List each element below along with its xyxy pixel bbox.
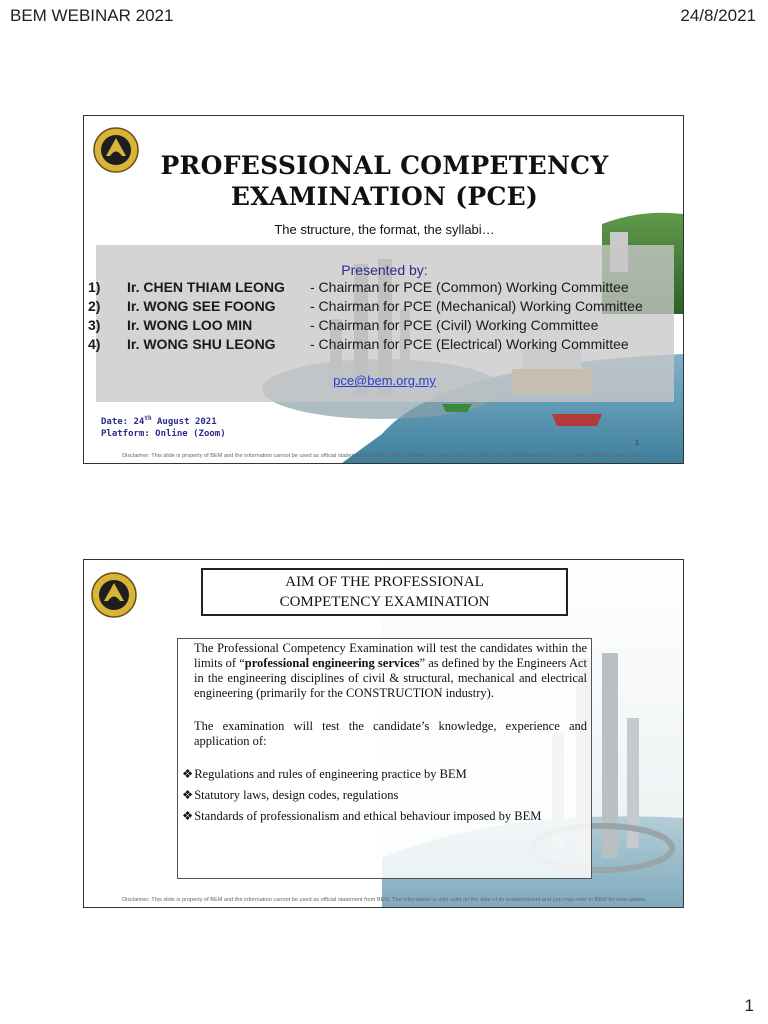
presenter-role: - Chairman for PCE (Mechanical) Working Committee: [310, 298, 643, 314]
diamond-bullet-icon: ❖: [182, 788, 194, 802]
presenter-row: [88, 316, 678, 335]
presenter-row: [88, 335, 678, 354]
document-header-date: 24/8/2021: [680, 6, 756, 25]
presenters-list: [88, 278, 678, 354]
slide-subtitle: The structure, the format, the syllabi…: [274, 222, 495, 237]
list-item: ❖Regulations and rules of engineering practice by BEM: [182, 767, 467, 781]
aim-paragraph-2: The examination will test the candidate’s knowledge, experience and application of:: [194, 719, 587, 748]
presenter-number: 2): [88, 298, 101, 314]
diamond-bullet-icon: ❖: [182, 809, 194, 823]
presenter-row: [88, 297, 678, 316]
event-platform: Platform: Online (Zoom): [101, 429, 226, 439]
aim-paragraph-1: The Professional Competency Examination will test the candidates within the limits of “professional engineering services” as defined by the Engineers Act in the engineering disciplines of civil & structural, mechanical and electrical engineering (primarily for the CONSTRUCTION industry).: [194, 641, 587, 700]
slide-title: [83, 115, 684, 464]
presenter-row: [88, 278, 678, 297]
contact-email-link[interactable]: pce@bem.org.my: [333, 373, 436, 388]
diamond-bullet-icon: ❖: [182, 767, 194, 781]
presenter-name: Ir. WONG SHU LEONG: [127, 336, 276, 352]
presenter-number: 1): [88, 279, 101, 295]
presenter-number: 3): [88, 317, 101, 333]
aim-bullet-list: [182, 767, 587, 824]
page-number: 1: [744, 996, 754, 1015]
slide-title-heading: PROFESSIONAL COMPETENCY EXAMINATION (PCE): [160, 151, 609, 211]
slide-disclaimer: Disclaimer: This slide is property of BEM and the information cannot be used as official statement from BEM. The information is only valid on the date of its establishment and you may refer to BEM for new update.: [122, 897, 647, 903]
presented-by-label: Presented by:: [341, 262, 428, 278]
slide-aim-heading: AIM OF THE PROFESSIONAL COMPETENCY EXAMINATION: [201, 568, 568, 616]
presenter-name: Ir. WONG LOO MIN: [127, 317, 253, 333]
presenter-role: - Chairman for PCE (Civil) Working Committee: [310, 317, 599, 333]
presenter-name: Ir. CHEN THIAM LEONG: [127, 279, 285, 295]
event-date: Date: 24th August 2021: [101, 415, 217, 427]
presenter-role: - Chairman for PCE (Common) Working Committee: [310, 279, 629, 295]
presenter-number: 4): [88, 336, 101, 352]
event-date-block: [101, 413, 226, 440]
presenter-name: Ir. WONG SEE FOONG: [127, 298, 276, 314]
presenter-role: - Chairman for PCE (Electrical) Working Committee: [310, 336, 629, 352]
slide-disclaimer: Disclaimer: This slide is property of BEM and the information cannot be used as official statement from BEM. The information is only valid on the date of its establishment and you may refer to BEM for new update.: [122, 453, 647, 459]
list-item: ❖Standards of professionalism and ethical behaviour imposed by BEM: [182, 809, 542, 823]
aim-text-box: [177, 638, 592, 879]
bem-logo-icon: [91, 572, 137, 618]
list-item: ❖Statutory laws, design codes, regulations: [182, 788, 399, 802]
slide-number: 1: [635, 440, 639, 447]
document-header-title: BEM WEBINAR 2021: [10, 6, 174, 25]
slide-aim: [83, 559, 684, 908]
